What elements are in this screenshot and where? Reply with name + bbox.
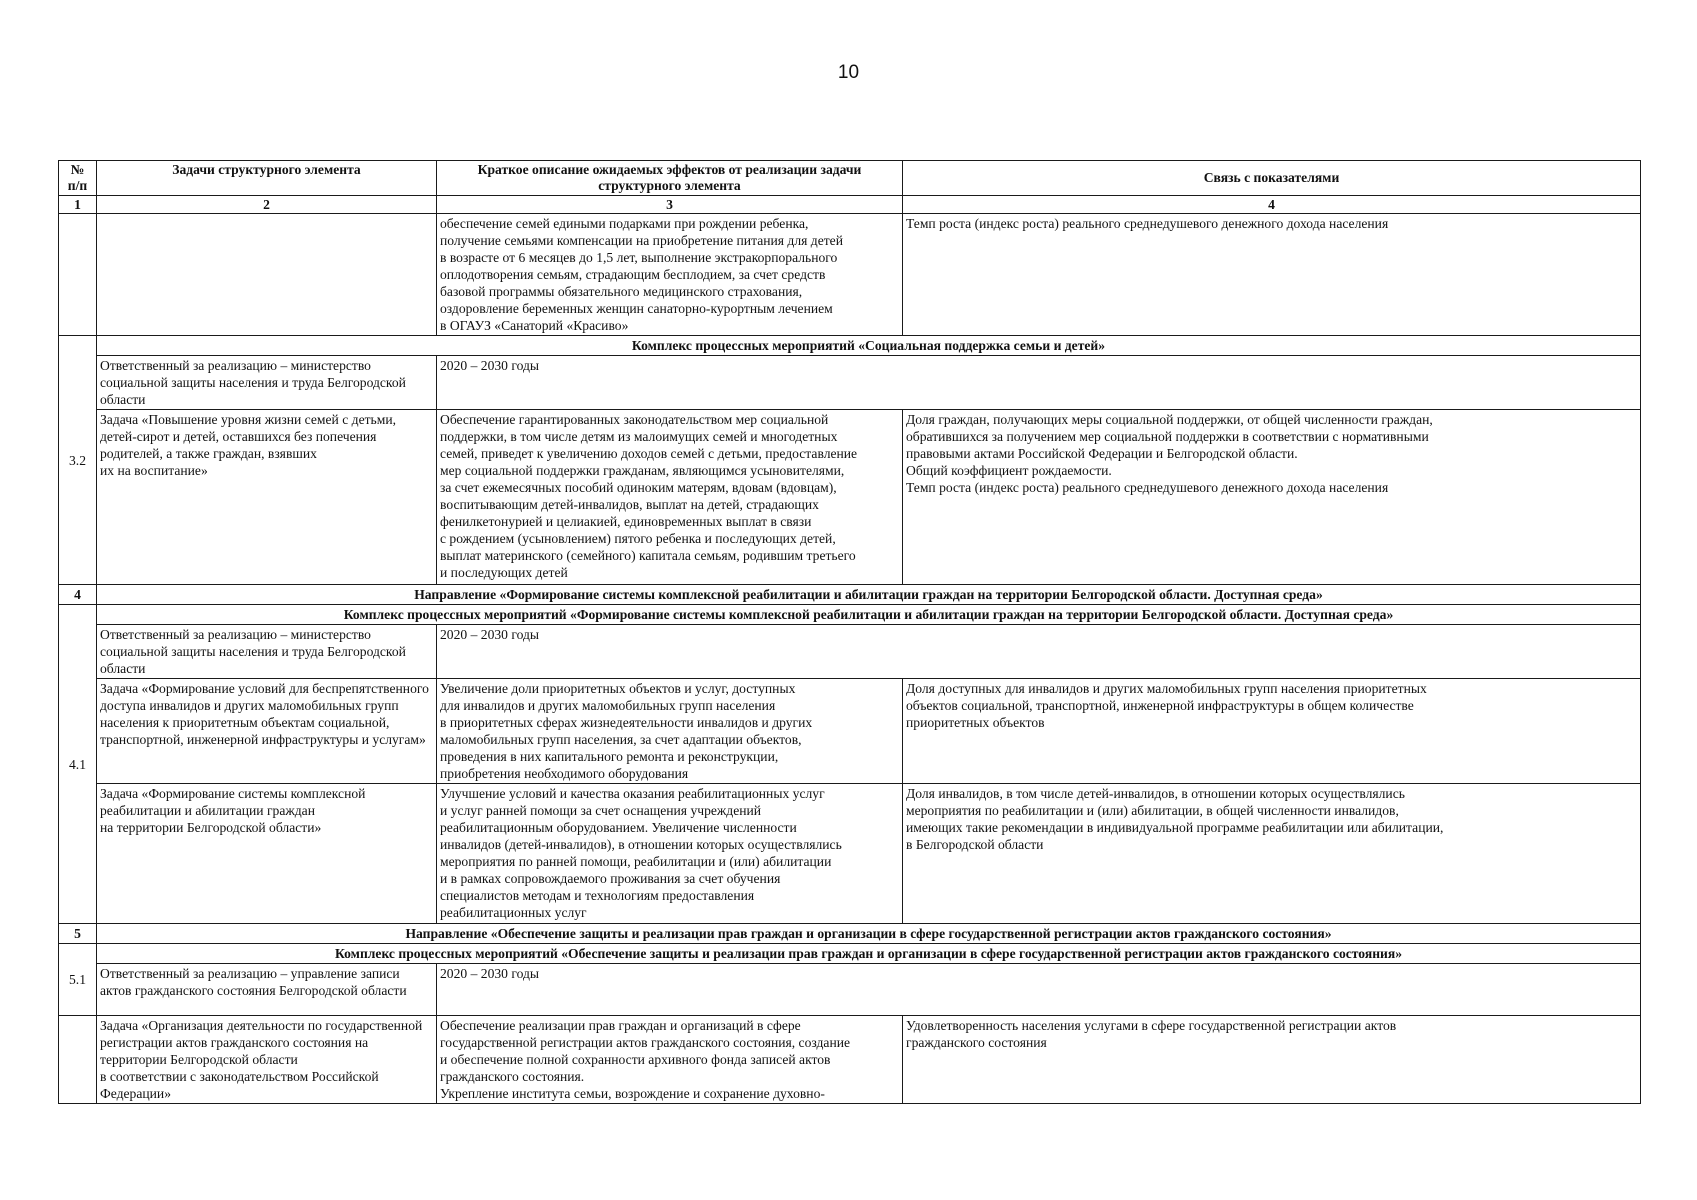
program-table [58, 160, 1641, 1104]
effects-cell: Увеличение доли приоритетных объектов и услуг, доступных для инвалидов и других маломобильных групп населения в приоритетных сферах жизнедеятельности инвалидов и других маломобильных групп населения, за счет адаптации объектов, проведения в них капитального ремонта и реконструкции, приобретения необходимого оборудования [437, 679, 903, 784]
table-row [59, 585, 1641, 605]
row-number: 4 [59, 585, 97, 605]
direction-heading: Направление «Формирование системы комплексной реабилитации и абилитации граждан на территории Белгородской области. Доступная среда» [97, 585, 1641, 605]
table-row [59, 964, 1641, 1016]
table-row [59, 679, 1641, 784]
responsible-cell: Ответственный за реализацию – министерство социальной защиты населения и труда Белгородской области [97, 625, 437, 679]
table-row [59, 944, 1641, 964]
table-row [59, 356, 1641, 410]
effects-cell: Обеспечение реализации прав граждан и организаций в сфере государственной регистрации актов гражданского состояния, создание и обеспечение полной сохранности архивного фонда записей актов гражданского состояния. Укрепление института семьи, возрождение и сохранение духовно- [437, 1016, 903, 1104]
complex-heading: Комплекс процессных мероприятий «Формирование системы комплексной реабилитации и абилитации граждан на территории Белгородской области. Доступная среда» [97, 605, 1641, 625]
header-num: № п/п [59, 161, 97, 196]
table-row [59, 1016, 1641, 1104]
effects-cell: Улучшение условий и качества оказания реабилитационных услуг и услуг ранней помощи за счет оснащения учреждений реабилитационным оборудованием. Увеличение численности инвалидов (детей-инвалидов), в отношении которых осуществлялись мероприятия по ранней помощи, реабилитации и (или) абилитации и в рамках сопровождаемого проживания за счет обучения специалистов методам и технологиям предоставления реабилитационных услуг [437, 784, 903, 924]
indicators-cell: Доля граждан, получающих меры социальной поддержки, от общей численности граждан, обратившихся за получением мер социальной поддержки в соответствии с нормативными правовыми актами Российской Федерации и Белгородской области. Общий коэффициент рождаемости. Темп роста (индекс роста) реального среднедушевого денежного дохода населения [903, 410, 1641, 585]
effects-cell: Обеспечение гарантированных законодательством мер социальной поддержки, в том числе детям из малоимущих семей и многодетных семей, приведет к увеличению доходов семей с детьми, предоставление мер социальной поддержки гражданам, являющимся усыновителями, за счет ежемесячных пособий одиноким матерям, вдовам (вдовцам), воспитывающим детей-инвалидов, выплат на детей, страдающих фенилкетонурией и целиакией, единовременных выплат в связи с рождением (усыновлением) пятого ребенка и последующих детей, выплат материнского (семейного) капитала семьям, родившим третьего и последующих детей [437, 410, 903, 585]
column-number: 3 [437, 196, 903, 214]
column-number: 1 [59, 196, 97, 214]
direction-heading: Направление «Обеспечение защиты и реализации прав граждан и организации в сфере государственной регистрации актов гражданского состояния» [97, 924, 1641, 944]
page-number: 10 [837, 62, 860, 83]
row-number: 3.2 [59, 336, 97, 585]
table-row [59, 924, 1641, 944]
indicators-cell: Удовлетворенность населения услугами в сфере государственной регистрации актов гражданского состояния [903, 1016, 1641, 1104]
indicators-cell: Доля доступных для инвалидов и других маломобильных групп населения приоритетных объектов социальной, транспортной, инженерной инфраструктуры в общем количестве приоритетных объектов [903, 679, 1641, 784]
header-row [59, 161, 1641, 196]
table-row [59, 625, 1641, 679]
table-row [59, 784, 1641, 924]
responsible-cell: Ответственный за реализацию – управление записи актов гражданского состояния Белгородской области [97, 964, 437, 1016]
task-cell: Задача «Организация деятельности по государственной регистрации актов гражданского состояния на территории Белгородской области в соответствии с законодательством Российской Федерации» [97, 1016, 437, 1104]
row-number [59, 214, 97, 336]
task-cell: Задача «Повышение уровня жизни семей с детьми, детей-сирот и детей, оставшихся без попечения родителей, а также граждан, взявших их на воспитание» [97, 410, 437, 585]
task-cell: Задача «Формирование условий для беспрепятственного доступа инвалидов и других маломобильных групп населения к приоритетным объектам социальной, транспортной, инженерной инфраструктуры и услугам» [97, 679, 437, 784]
row-number: 5.1 [59, 944, 97, 1016]
row-number: 4.1 [59, 605, 97, 924]
period-cell: 2020 – 2030 годы [437, 625, 1641, 679]
indicators-cell: Доля инвалидов, в том числе детей-инвалидов, в отношении которых осуществлялись мероприятия по реабилитации и (или) абилитации, в общей численности инвалидов, имеющих такие рекомендации в индивидуальной программе реабилитации или абилитации, в Белгородской области [903, 784, 1641, 924]
column-number: 4 [903, 196, 1641, 214]
table-row [59, 605, 1641, 625]
row-number: 5 [59, 924, 97, 944]
effects-cell: обеспечение семей едиными подарками при рождении ребенка, получение семьями компенсации на приобретение питания для детей в возрасте от 6 месяцев до 1,5 лет, выполнение экстракорпорального оплодотворения семьям, страдающим бесплодием, за счет средств базовой программы обязательного медицинского страхования, оздоровление беременных женщин санаторно-курортным лечением в ОГАУЗ «Санаторий «Красиво» [437, 214, 903, 336]
column-number-row [59, 196, 1641, 214]
header-tasks: Задачи структурного элемента [97, 161, 437, 196]
table-row [59, 336, 1641, 356]
task-cell [97, 214, 437, 336]
period-cell: 2020 – 2030 годы [437, 356, 1641, 410]
row-number [59, 1016, 97, 1104]
table-row [59, 214, 1641, 336]
column-number: 2 [97, 196, 437, 214]
complex-heading: Комплекс процессных мероприятий «Социальная поддержка семьи и детей» [97, 336, 1641, 356]
complex-heading: Комплекс процессных мероприятий «Обеспечение защиты и реализации прав граждан и организации в сфере государственной регистрации актов гражданского состояния» [97, 944, 1641, 964]
responsible-cell: Ответственный за реализацию – министерство социальной защиты населения и труда Белгородской области [97, 356, 437, 410]
header-effects: Краткое описание ожидаемых эффектов от реализации задачи структурного элемента [437, 161, 903, 196]
task-cell: Задача «Формирование системы комплексной реабилитации и абилитации граждан на территории Белгородской области» [97, 784, 437, 924]
header-indicators: Связь с показателями [903, 161, 1641, 196]
table-row [59, 410, 1641, 585]
indicators-cell: Темп роста (индекс роста) реального среднедушевого денежного дохода населения [903, 214, 1641, 336]
period-cell: 2020 – 2030 годы [437, 964, 1641, 1016]
